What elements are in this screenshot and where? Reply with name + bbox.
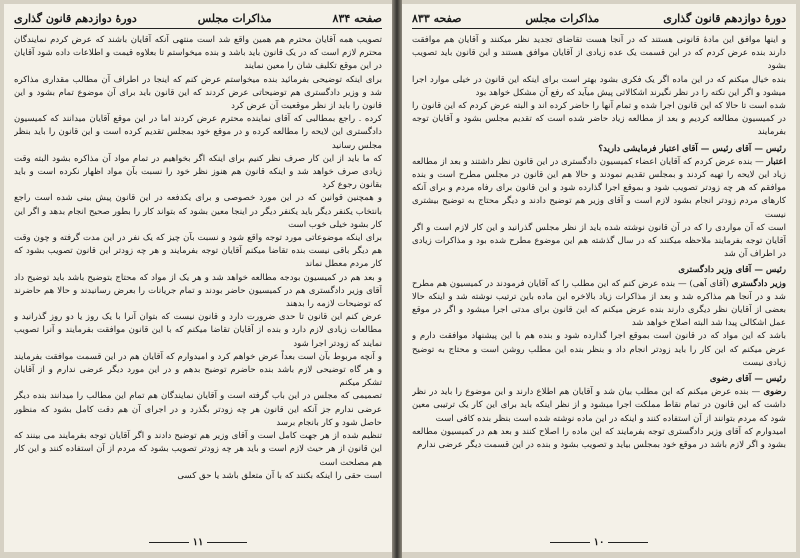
- speaker-name: اعتبار: [766, 156, 786, 167]
- right-page-header: [412, 10, 786, 29]
- book-gutter: [392, 0, 402, 558]
- speech-block: رئیس — آقای رئیس — آقای اعتبار فرمایشی دارید؟: [598, 143, 786, 154]
- speaker-name: رئیس: [765, 265, 786, 276]
- paragraph: عرض کنم این قانون تا حدی ضرورت دارد و قانون نیست که بتوان آنرا با یک روز یا دو روز گذرانید و مطالعات زیادی لازم دارد و بنده از آقایان تقاضا میکنم که با این قانون موافقت بفرمایند و آنرا تصویب نمایند که زودتر اجرا شود: [14, 312, 382, 349]
- paragraph: و همچنین قوانین که در این مورد خصوصی و برای یکدفعه در این قانون پیش بینی شده است راجع بانتخاب یکنفر دیگر باید یکنفر دیگر در اینجا معین بشود که بتواند کار را بطور صحیح انجام بدهد و اگر این کار بشود خیلی خوب است: [14, 193, 382, 230]
- speech-text: بنده عرض میکنم که این مطلب بیان شد و آقایان هم اطلاع دارند و این موضوع را باید در نظر داشت که این قانون در تمام نقاط مملکت اجرا میشود و از نظر اینکه باید برای این کار یک ترتیبی معین شود که مردم بتوانند از آن استفاده کنند و اینکه در این ماده نوشته شده است بنظر بنده کافی است: [412, 387, 786, 424]
- speech-block: [412, 278, 786, 331]
- speech-text: آقای رئیس — آقای اعتبار فرمایشی دارید؟: [598, 143, 752, 154]
- speaker-name: رضوی: [763, 387, 786, 398]
- paragraph: است که آن مواردی را که در آن قانون نوشته شده باید از نظر مجلس گذرانید و این کار لازم است و اگر آقایان توجه بفرمایند ملاحظه میکنند که در سال گذشته هم این موضوع مطرح شده بود و مذاکرات زیادی در اطراف آن شد: [412, 222, 786, 260]
- left-page-folio: [4, 537, 392, 548]
- speech-block: اعتبار — بنده عرض کردم که آقایان اعضاء کمیسیون دادگستری در این قانون نظر داشتند و بعد از مطالعه زیاد این لایحه را تهیه کردند و بمجلس تقدیم نمودند و حالا هم این قانون در مجلس مطرح است و بنده موافقم که هر چه زودتر تصویب شود و بموقع اجرا گذارده شود و این قانون برای رفاه مردم و برای آنکه کارهای مردم زودتر انجام بشود لازم است و آقای وزیر هم توضیح دادند و دیگر محتاج به توضیح بیشتری نیست: [412, 156, 786, 220]
- speaker-name: رئیس: [765, 374, 786, 385]
- paragraph: و اینها موافق این مادهٔ قانونی هستند که در آنجا هست تقاضای تجدید نظر میکنند و آقایان هم موافقت دارند بنده عرض کردم که در این قسمت یک عده زیادی از آقایان موافق هستند و این قانون باید تصویب بشود: [412, 35, 786, 72]
- right-page: [402, 4, 796, 552]
- speaker-name: رئیس: [765, 143, 786, 154]
- speech-block: رئیس — آقای وزیر دادگستری: [678, 265, 786, 276]
- paragraph: تنظیم شده از هر جهت کامل است و آقای وزیر هم توضیح دادند و اگر آقایان توجه بفرمایند می بینند که این قانون از هر حیث لازم است و باید هر چه زودتر تصویب بشود که مردم از آن استفاده کنند و این کار هم مصلحت است: [14, 431, 382, 468]
- left-page-session-title: دورهٔ دوازدهم قانون گذاری: [14, 11, 137, 25]
- folio-rule: [149, 542, 189, 543]
- paragraph: که ما باید از این کار صرف نظر کنیم برای اینکه اگر بخواهیم در تمام مواد آن مذاکره بشود البته وقت زیادی صرف خواهد شد و اینکه قانون هم هنوز نظر خود را نسبت بآن مواد اظهار نکرده است و باید بقانون رجوع کرد: [14, 153, 382, 191]
- right-page-folio: [402, 537, 796, 548]
- paragraph: بنده خیال میکنم که در این ماده اگر یک فکری بشود بهتر است برای اینکه این قانون در خیلی موارد اجرا میشود و اگر این نکته را در نظر نگیرند اشکالاتی پیش میآید که رفع آن مشکل خواهد بود: [412, 74, 786, 98]
- paragraph: شده است تا حالا که این قانون اجرا شده و تمام آنها را حاضر کرده اند و البته عرض کردم که این قانون را در کمیسیون مطالعه کردیم و بعد از مطالعه زیاد حاضر شده است که تقدیم مجلس بشود و آقایان توجه بفرمایند: [412, 101, 786, 138]
- paragraph: تصویب همه آقایان محترم هم همین واقع شد است منتهی آنکه آقایان باشند که عرض کردم نمایندگان محترم لازم است که در یک قانون باید باشد و بنده میخواستم تا بعلاوه قیمت و اطلاعات داده شود آقایان در این موقع تکلیف شان را معین نمایند: [14, 35, 382, 72]
- paragraph: کرده . راجع بمطالبی که آقای نماینده محترم عرض کردند اما در این موقع آقایان میدانند که کمیسیون دادگستری این لایحه را مطالعه کرده و در موقع خود بمجلس تقدیم کرده است و این قانون را باید بنظر مجلس رسانید: [14, 114, 382, 151]
- right-page-body: [412, 34, 786, 528]
- speech-text: (آقای آهی) — بنده عرض کنم که این مطلب را که آقایان فرمودند در کمیسیون هم مطرح شد و در آنجا هم مذاکره شد و بعد از مذاکرات زیاد بالاخره این ماده باین ترتیب نوشته شد و اینکه حالا بعضی از آقایان نظر دیگری دارند بنده عرض میکنم که این قانون برای مدتی اجرا میشود و اگر در موقع عمل اشکالی پیدا شد البته اصلاح خواهد شد: [412, 278, 786, 329]
- paragraph: باشد که این مواد که در قانون است بموقع اجرا گذارده شود و بنده هم با این پیشنهاد موافقت دارم و عرض میکنم که این کار را باید زودتر انجام داد و بنظر بنده این مطلب روشن است و محتاج به توضیح زیادی نیست: [412, 331, 786, 368]
- folio-rule: [550, 542, 590, 543]
- paragraph: امیدوارم که آقای وزیر دادگستری توجه بفرمایند که این ماده را اصلاح کنند و بعد هم در کمیسیون مطالعه بشود و اگر لازم باشد در موقع خود بمجلس بیاید و تصویب بشود و بنده در این قسمت دیگر عرضی ندارم: [412, 426, 786, 451]
- left-page: [4, 4, 392, 552]
- left-page-body: [14, 34, 382, 528]
- paragraph: برای اینکه موضوعاتی مورد توجه واقع شود و نسبت بآن چیز که یک نفر در این مدت گرفته و چون وقت هم دیگر باقی نیست بنده تقاضا میکنم آقایان توجه بفرمایند و هر چه زودتر این قانون تصویب بشود که کار مردم معطل نماند: [14, 233, 382, 270]
- paragraph: است حقی را اینکه بکنند که با آن متعلق باشد یا حق کسی: [177, 470, 382, 481]
- right-page-session-title: دورهٔ دوازدهم قانون گذاری: [663, 11, 786, 25]
- left-page-center-title: مذاکرات مجلس: [197, 11, 272, 25]
- paragraph: و بعد هم در کمیسیون بودجه مطالعه خواهد شد و هر یک از مواد که محتاج بتوضیح باشد باید توضیح داد آقای وزیر دادگستری هم در کمیسیون حاضر بودند و تمام جریانات را بعرض رسانیدند و حالا هم حاضرند که توضیحات لازمه را بدهند: [14, 272, 382, 310]
- speech-block: رضوی — بنده عرض میکنم که این مطلب بیان شد و آقایان هم اطلاع دارند و این موضوع را باید در نظر داشت که این قانون در تمام نقاط مملکت اجرا میشود و از نظر اینکه باید برای این کار یک ترتیبی معین شود که مردم بتوانند از آن استفاده کنند و اینکه در این ماده نوشته شده است بنظر بنده کافی است: [412, 387, 786, 424]
- right-page-number: صفحه ۸۳۳: [412, 11, 462, 25]
- folio-rule: [207, 542, 247, 543]
- paragraph: و آنچه مربوط بآن است بعداً عرض خواهم کرد و امیدوارم که آقایان هم در این قسمت موافقت بفرمایند و هر گاه توضیحی لازم باشد بنده حاضرم توضیح بدهم و در این مورد دیگر عرضی ندارم و از آقایان تشکر میکنم: [14, 351, 382, 389]
- speech-text: بنده عرض کردم که آقایان اعضاء کمیسیون دادگستری در این قانون نظر داشتند و بعد از مطالعه زیاد این لایحه را تهیه کردند و بمجلس تقدیم نمودند و حالا هم این قانون در مجلس مطرح است و بنده موافقم که هر چه زودتر تصویب شود و بموقع اجرا گذارده شود و این قانون برای رفاه مردم و برای آنکه کارهای مردم زودتر انجام بشود لازم است و آقای وزیر هم توضیح دادند و دیگر محتاج به توضیح بیشتری نیست: [412, 156, 786, 220]
- folio-rule: [608, 542, 648, 543]
- left-page-header: [14, 10, 382, 29]
- right-folio-number: ۱۰: [593, 537, 605, 548]
- speech-text: آقای وزیر دادگستری: [678, 265, 752, 276]
- paragraph: برای اینکه توضیحی بفرمائید بنده میخواستم عرض کنم که اینجا در اطراف آن مطالب مقداری مذاکره شد و وزیر دادگستری هم توضیحاتی عرض کردند که این قانون باید برای آن موضوع تمام بشود و این قانون را باید از نظر موقعیت آن عرض کرد: [14, 74, 382, 112]
- speech-text: آقای رضوی: [709, 374, 752, 385]
- right-page-center-title: مذاکرات مجلس: [525, 11, 600, 25]
- left-folio-number: ۱۱: [192, 537, 204, 548]
- speech-block: رئیس — آقای رضوی: [709, 374, 786, 385]
- paragraph: تصمیمی که مجلس در این باب گرفته است و آقایان نمایندگان هم تمام این مطالب را میدانند بنده دیگر عرضی ندارم جز آنکه این قانون هر چه زودتر بگذرد و در اجرای آن هم دقت کامل بشود که منظور حاصل شود و کار بانجام برسد: [14, 391, 382, 428]
- left-page-number: صفحه ۸۳۴: [332, 11, 382, 25]
- speaker-name: وزیر دادگستری: [731, 278, 786, 289]
